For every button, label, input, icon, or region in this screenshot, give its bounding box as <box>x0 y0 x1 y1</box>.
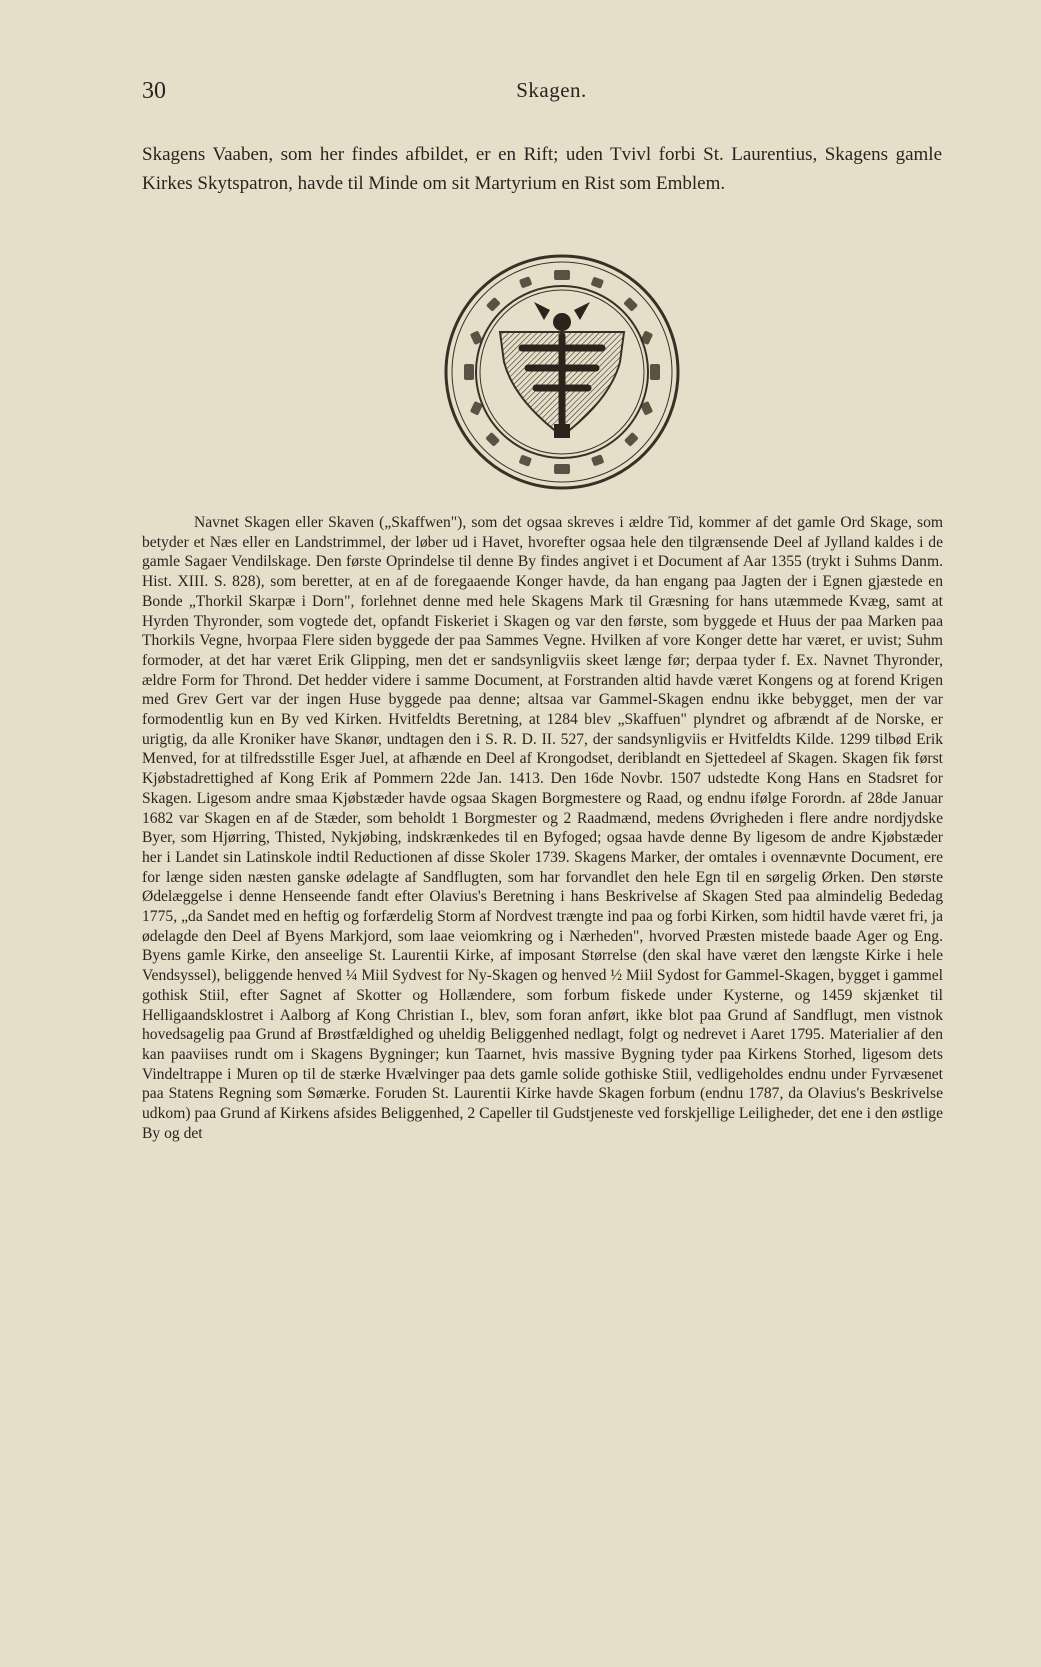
running-head <box>142 78 961 110</box>
town-seal-image <box>442 252 682 492</box>
body-paragraph: Navnet Skagen eller Skaven („Skaffwen"), som det ogsaa skreves i ældre Tid, kommer af det gamle Ord Skage, som betyder et Næs eller en Landstrimmel, der løber ud i Havet, hvorefter ogsaa hele den tilgrænsende Deel af Jylland kaldes i de gamle Sagaer Vendilskage. Den første Oprindelse til denne By findes angivet i et Document af Aar 1355 (trykt i Suhms Danm. Hist. XIII. S. 828), som beretter, at en af de foregaaende Konger havde, da han engang paa Jagten der i Egnen gjæstede en Bonde „Thorkil Skarpæ i Dorn", forlehnet denne med hele Skagens Mark til Græsning for hans utæmmede Kvæg, samt at Hyrden Thyronder, som vogtede det, opfandt Fiskeriet i Skagen og var den første, som byggede et Huus der paa Marken paa Thorkils Vegne, hvorpaa Flere siden byggede der paa Sammes Vegne. Hvilken af vore Konger dette har været, er uvist; Suhm formoder, at det har været Erik Glipping, men det er sandsynligviis skeet længe før; derpaa tyder f. Ex. Navnet Thyronder, ældre Form for Thrond. Det hedder videre i samme Document, at Forstranden altid havde været Kongens og at forend Krigen med Grev Gert var der ingen Huse byggede paa denne; altsaa var Gammel-Skagen endnu ikke bebygget, men der var formodentlig kun en By ved Kirken. Hvitfeldts Beretning, at 1284 blev „Skaffuen" plyndret og afbrændt af de Norske, er urigtig, da alle Kroniker have Skanør, undtagen den i S. R. D. II. 527, der sandsynligviis er Hvitfeldts Kilde. 1299 tilbød Erik Menved, for at tilfredsstille Esger Juel, at afhænde en Deel af Krongodset, deriblandt en Sjettedeel af Skagen. Skagen fik først Kjøbstadrettighed af Kong Erik af Pommern 22de Jan. 1413. Den 16de Novbr. 1507 udstedte Kong Hans en Stadsret for Skagen. Ligesom andre smaa Kjøbstæder havde ogsaa Skagen Borgmestere og Raad, og endnu ifølge Forordn. af 28de Januar 1682 var Skagen en af de Stæder, som beholdt 1 Borgmester og 2 Raadmænd, medens Øvrigheden i flere andre nordjydske Byer, som Hjørring, Thisted, Nykjøbing, indskrænkedes til en Byfoged; ogsaa havde denne By ligesom de andre Kjøbstæder her i Landet sin Latinskole indtil Reductionen af disse Skoler 1739. Skagens Marker, der omtales i ovennævnte Document, ere for længe siden næsten ganske ødelagte af Sandflugten, som har forvandlet den hele Egn til en sørgelig Ørken. Den største Ødelæggelse i denne Henseende fandt efter Olavius's Beretning i hans Beskrivelse af Skagen Sted paa almindelig Bededag 1775, „da Sandet med en heftig og forfærdelig Storm af Nordvest trængte ind paa og forbi Kirken, som hidtil havde været fri, ja ødelagde den Deel af Byens Markjord, som laae veiomkring og i Nærheden", hvorved Præsten mistede baade Ager og Eng. Byens gamle Kirke, den anseelige St. Laurentii Kirke, af imposant Størrelse (den skal have været den længste Kirke i hele Vendsyssel), beliggende henved ¼ Miil Sydvest for Ny-Skagen og henved ½ Miil Sydost for Gammel-Skagen, bygget i gammel gothisk Stiil, efter Sagnet af Skotter og Hollændere, som forbum fiskede under Kysterne, og 1459 skjænket til Helligaandsklostret i Aalborg af Kong Christian I., blev, som foran anført, ikke blot paa Grund af Sandflugt, men vistnok hovedsagelig paa Grund af Brøstfældighed og uheldig Beliggenhed nedlagt, folgt og nedrevet i Aaret 1795. Materialier af den kan paaviises rundt om i Skagens Bygninger; kun Taarnet, hvis massive Bygning tyder paa Kirkens Storhed, ligesom dets Vindeltrappe i Muren op til de stærke Hvælvinger paa dets gamle solide gothiske Stiil, vedligeholdes endnu under Fyrvæsenet paa Statens Regning som Sømærke. Foruden St. Laurentii Kirke havde Skagen forbum (endnu 1787, da Olavius's Beskrivelse udkom) paa Grund af Kirkens afsides Beliggenhed, 2 Capeller til Gudstjeneste ved forskjellige Leiligheder, det ene i den østlige By og det <box>142 514 943 1142</box>
page-number: 30 <box>142 78 166 104</box>
running-title: Skagen. <box>516 78 587 102</box>
intro-paragraph: Skagens Vaaben, som her findes afbildet, er en Rift; uden Tvivl forbi St. Laurentius, Skagens gamle Kirkes Skytspatron, havde til Minde om sit Martyrium en Rist som Emblem. <box>142 144 942 194</box>
